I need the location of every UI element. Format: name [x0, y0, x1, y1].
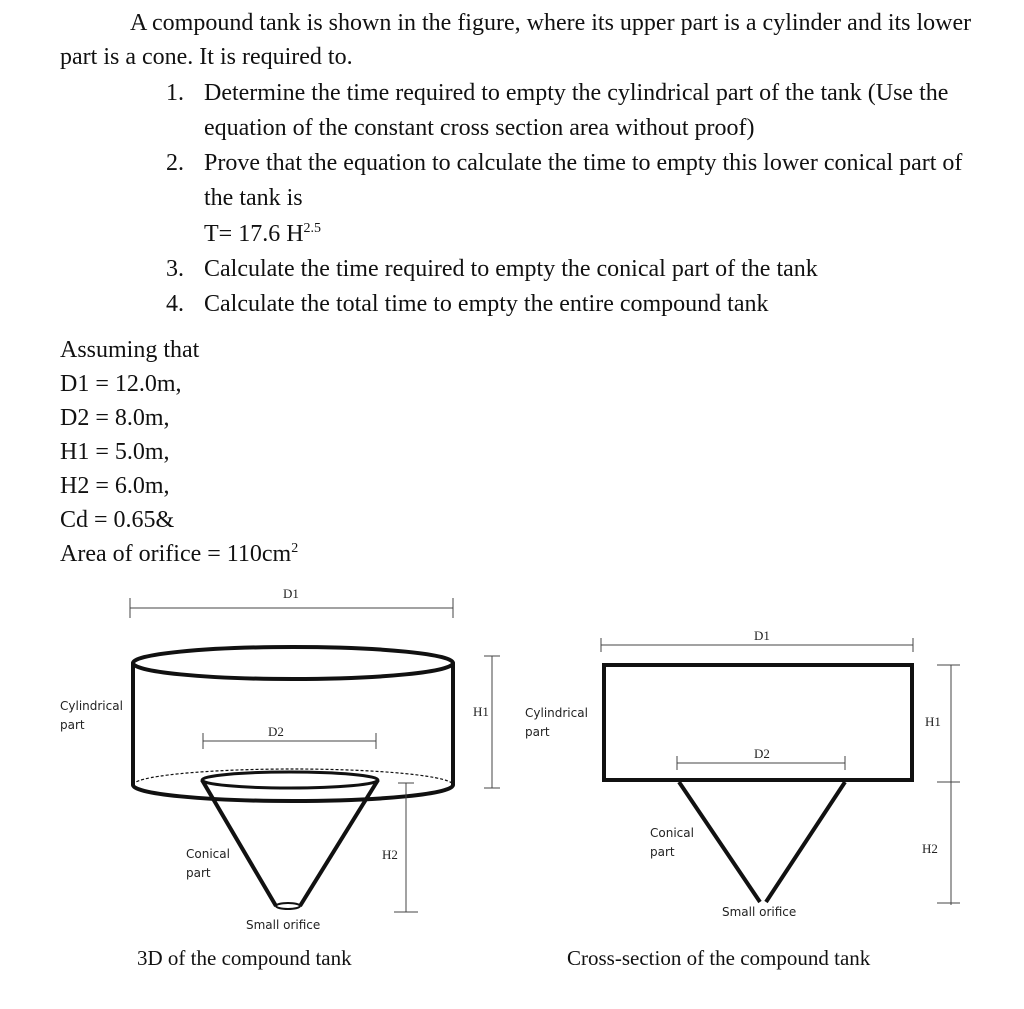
orifice-ellipse [276, 903, 300, 909]
given-h1: H1 = 5.0m, [60, 439, 170, 465]
cylinder-top-ellipse [133, 647, 453, 679]
assume-heading: Assuming that [60, 337, 200, 363]
task-text: Calculate the total time to empty the entire compound tank [204, 291, 769, 317]
h2-label: H2 [382, 847, 398, 862]
caption-3d: 3D of the compound tank [137, 946, 352, 970]
conical-part-label: Conical [650, 826, 694, 840]
tank-3d-diagram [60, 586, 500, 970]
h1-label: H1 [925, 714, 941, 729]
emptying-time-equation: T= 17.6 $H^{2.5}$ [204, 221, 322, 247]
task-text: Prove that the equation to calculate the time to empty this lower conical part of the tank is [204, 150, 963, 211]
h2-label: H2 [922, 841, 938, 856]
d1-label: D1 [283, 586, 299, 601]
small-orifice-label: Small orifice [722, 905, 797, 919]
svg-text:part: part [60, 718, 85, 732]
h1-label: H1 [473, 704, 489, 719]
task-list [166, 76, 996, 322]
task-text: Determine the time required to empty the cylindrical part of the tank (Use the equation of the constant cross section area without proof) [204, 80, 949, 141]
given-cd: Cd = 0.65& [60, 507, 175, 533]
given-d2: D2 = 8.0m, [60, 405, 170, 431]
cylindrical-part-label: Cylindrical [525, 706, 588, 720]
cylindrical-part-label: Cylindrical [60, 699, 123, 713]
conical-part-label: Conical [186, 847, 230, 861]
task-item: 2. Prove that the equation to calculate the time to empty this lower conical part of the tank is T= 17.6 $H^{2.5}$ [166, 146, 996, 252]
given-h2: H2 = 6.0m, [60, 473, 170, 499]
intro-paragraph: A compound tank is shown in the figure, where its upper part is a cylinder and its lower part is a cone. It is required to. [60, 10, 972, 70]
given-values [60, 333, 298, 571]
tank-figures [0, 575, 1024, 995]
d2-label: D2 [754, 746, 770, 761]
svg-text:part: part [650, 845, 675, 859]
task-item: 1. Determine the time required to empty the cylindrical part of the tank (Use the equation of the constant cross section area without proof) [166, 80, 949, 141]
d1-label: D1 [754, 628, 770, 643]
task-item: 4. Calculate the total time to empty the entire compound tank [166, 291, 769, 317]
cone-rim-ellipse [202, 772, 378, 788]
given-d1: D1 = 12.0m, [60, 371, 182, 397]
given-orifice-area: Area of orifice = $110cm^2$ [60, 541, 299, 567]
task-text: Calculate the time required to empty the conical part of the tank [204, 256, 818, 282]
task-item: 3. Calculate the time required to empty the conical part of the tank [166, 256, 818, 282]
d2-label: D2 [268, 724, 284, 739]
svg-text:part: part [186, 866, 211, 880]
caption-cross-section: Cross-section of the compound tank [567, 946, 871, 970]
svg-text:part: part [525, 725, 550, 739]
tank-cross-section-diagram [525, 628, 960, 970]
small-orifice-label: Small orifice [246, 918, 321, 932]
